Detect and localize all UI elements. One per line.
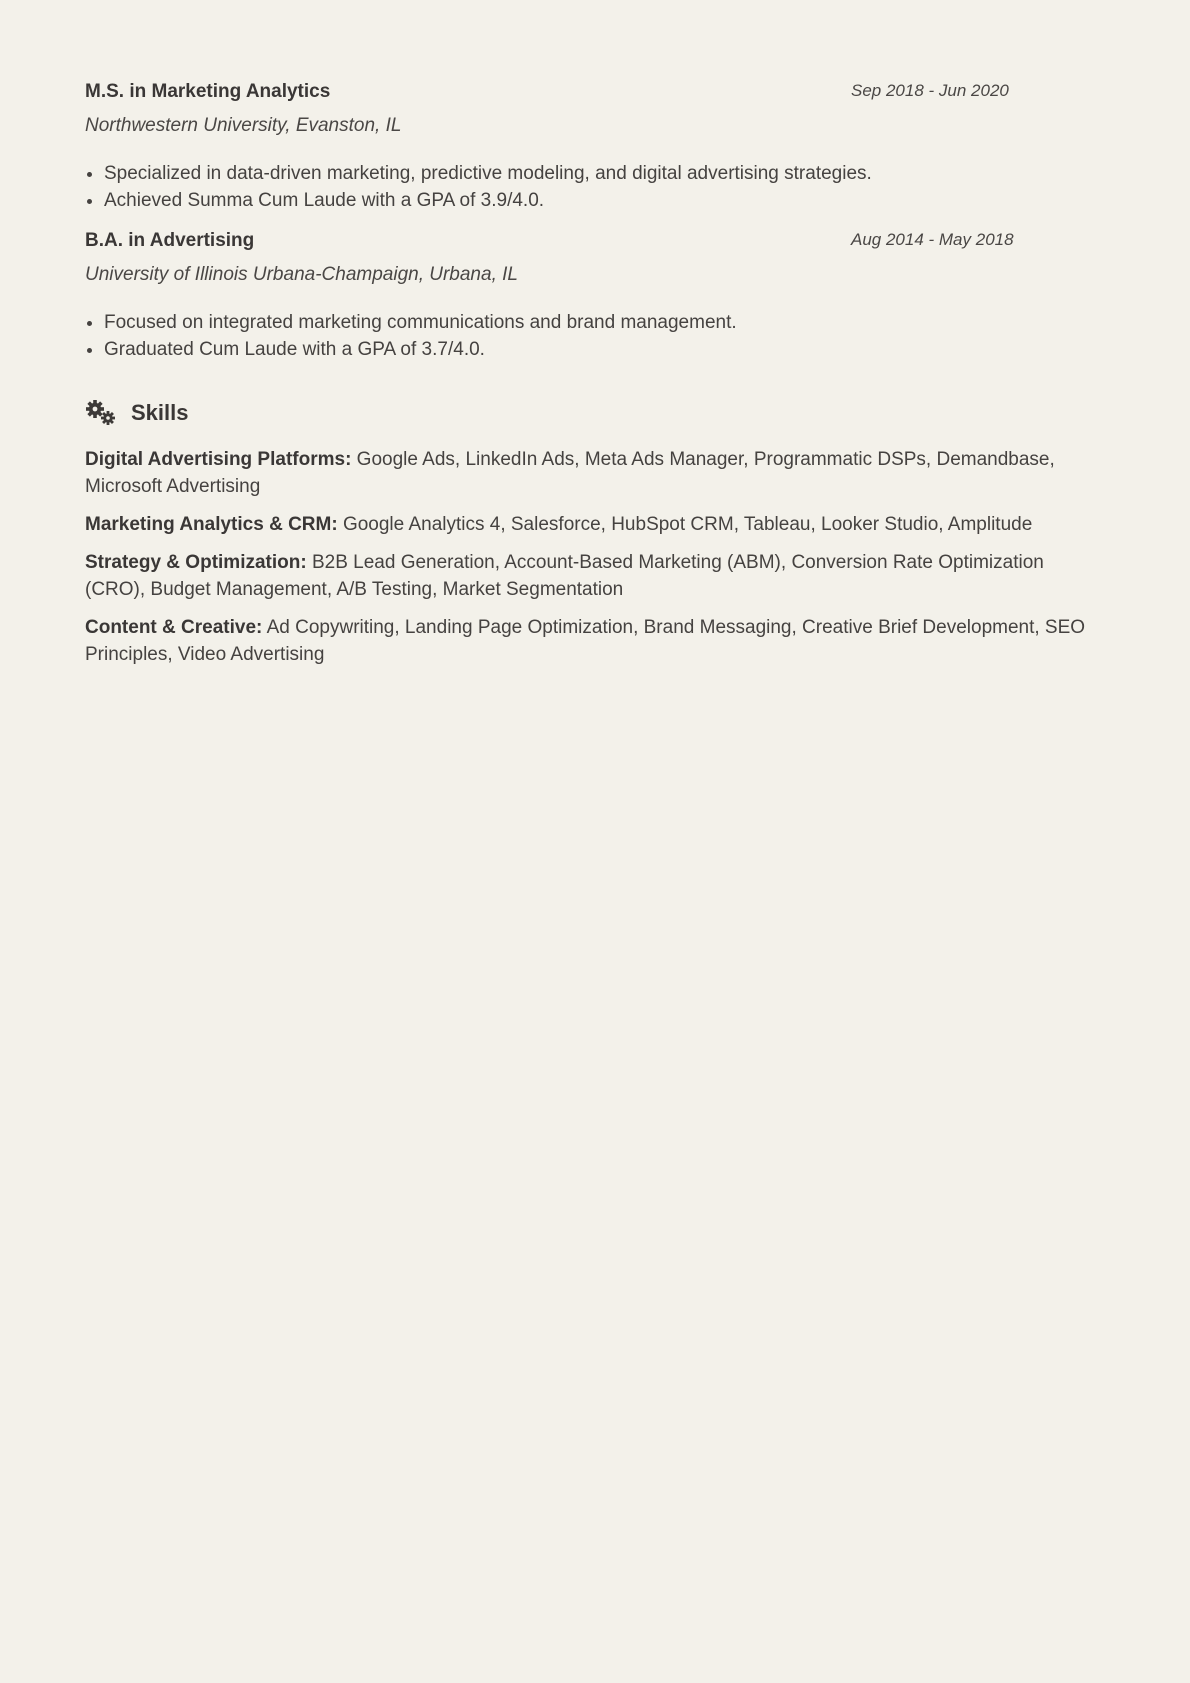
- bullet-item: [85, 309, 1105, 336]
- skills-section-header: [85, 397, 1105, 429]
- skill-category-label: Digital Advertising Platforms:: [85, 449, 352, 470]
- skill-values: Google Analytics 4, Salesforce, HubSpot CRM, Tableau, Looker Studio, Amplitude: [342, 514, 1033, 535]
- education-entry-header: [85, 227, 1105, 255]
- degree-title: M.S. in Marketing Analytics: [85, 81, 331, 102]
- resume-page: [85, 78, 1105, 679]
- bullet-dot-icon: [87, 172, 92, 177]
- skill-category-label: Strategy & Optimization:: [85, 552, 307, 573]
- bullet-text: Achieved Summa Cum Laude with a GPA of 3.9/4.0.: [104, 190, 545, 211]
- skill-row: [85, 511, 1105, 538]
- bullet-dot-icon: [87, 348, 92, 353]
- bullet-text: Graduated Cum Laude with a GPA of 3.7/4.0.: [104, 339, 485, 360]
- degree-title: B.A. in Advertising: [85, 230, 255, 251]
- education-entry-header: [85, 78, 1105, 106]
- bullet-item: [85, 160, 1105, 187]
- section-title: Skills: [131, 400, 189, 425]
- bullet-text: Focused on integrated marketing communications and brand management.: [104, 312, 737, 333]
- education-entry: [85, 227, 1105, 363]
- skill-row: [85, 549, 1105, 603]
- gears-icon: [85, 399, 117, 427]
- skill-values: B2B Lead Generation, Account-Based Marketing (ABM), Conversion Rate Optimization (CRO), Budget Management, A/B Testing, Market Segmentation: [85, 552, 1044, 600]
- institution-name: Northwestern University, Evanston, IL: [85, 115, 402, 136]
- education-bullets: [85, 160, 1105, 214]
- education-dates: Aug 2014 - May 2018: [851, 230, 1014, 249]
- bullet-item: [85, 336, 1105, 363]
- bullet-dot-icon: [87, 321, 92, 326]
- education-entry: [85, 78, 1105, 214]
- skill-row: [85, 614, 1105, 668]
- bullet-dot-icon: [87, 199, 92, 204]
- skill-values: Google Ads, LinkedIn Ads, Meta Ads Manager, Programmatic DSPs, Demandbase, Microsoft Advertising: [85, 449, 1055, 497]
- skill-category-label: Content & Creative:: [85, 617, 263, 638]
- education-dates: Sep 2018 - Jun 2020: [851, 81, 1009, 100]
- skill-values: Ad Copywriting, Landing Page Optimization, Brand Messaging, Creative Brief Development, SEO Principles, Video Advertising: [85, 617, 1086, 665]
- skills-list: [85, 446, 1105, 668]
- bullet-text: Specialized in data-driven marketing, predictive modeling, and digital advertising strategies.: [104, 163, 872, 184]
- bullet-item: [85, 187, 1105, 214]
- skill-category-label: Marketing Analytics & CRM:: [85, 514, 338, 535]
- institution-name: University of Illinois Urbana-Champaign, Urbana, IL: [85, 264, 518, 285]
- education-bullets: [85, 309, 1105, 363]
- skill-row: [85, 446, 1105, 500]
